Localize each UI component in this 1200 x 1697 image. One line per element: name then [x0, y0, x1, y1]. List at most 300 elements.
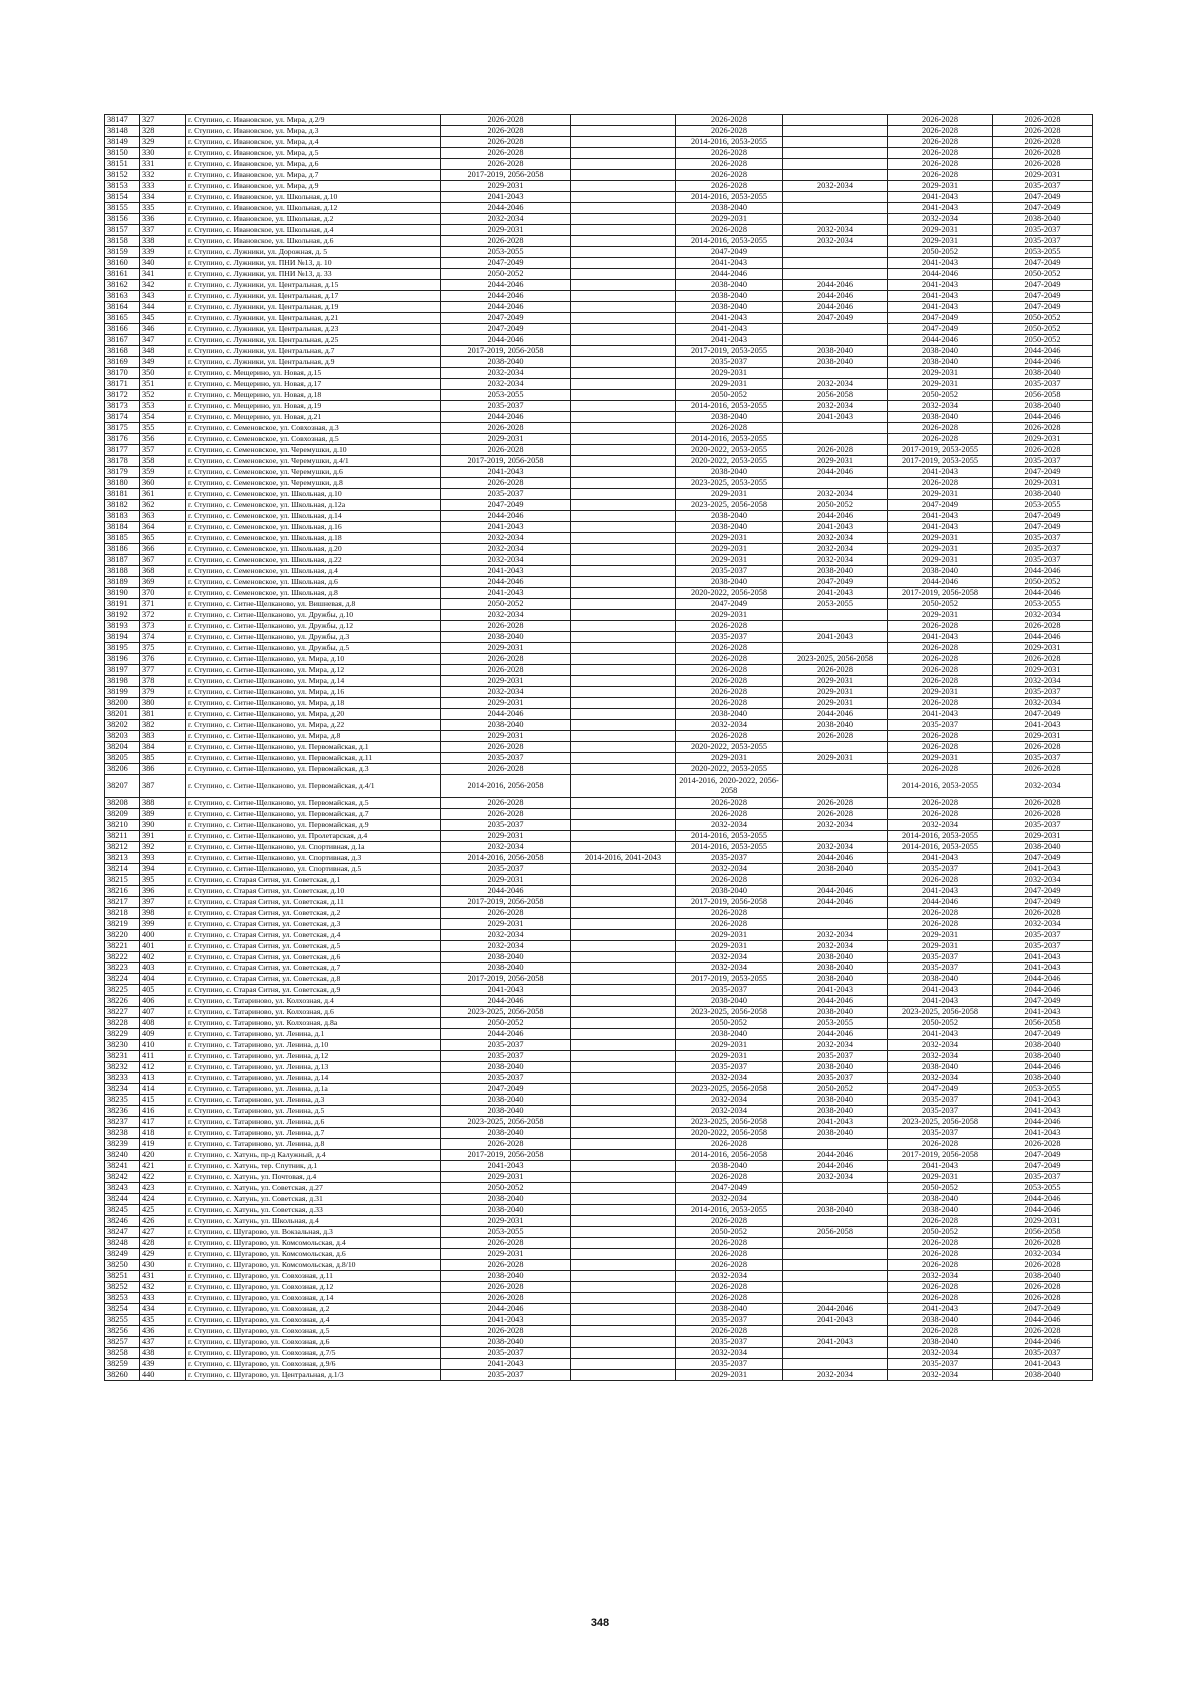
address-cell: г. Ступино, с. Ситне-Щелканово, ул. Мира, д.8 — [186, 731, 441, 742]
period-cell-1: 2032-2034 — [441, 368, 571, 379]
period-cell-4: 2041-2043 — [783, 1315, 888, 1326]
period-cell-3: 2026-2028 — [676, 126, 783, 137]
period-cell-3: 2041-2043 — [676, 258, 783, 269]
period-cell-6: 2026-2028 — [993, 908, 1093, 919]
row-number: 346 — [140, 324, 186, 335]
period-cell-2 — [571, 1293, 676, 1304]
period-cell-1: 2017-2019, 2056-2058 — [441, 974, 571, 985]
period-cell-3: 2029-2031 — [676, 1370, 783, 1381]
row-id: 38194 — [105, 632, 140, 643]
table-row — [105, 346, 1093, 357]
table-row — [105, 170, 1093, 181]
period-cell-3: 2029-2031 — [676, 753, 783, 764]
period-cell-6: 2032-2034 — [993, 610, 1093, 621]
period-cell-6: 2029-2031 — [993, 831, 1093, 842]
registry-sheet — [104, 114, 1092, 1381]
period-cell-6: 2029-2031 — [993, 643, 1093, 654]
period-cell-5: 2026-2028 — [888, 423, 993, 434]
period-cell-5: 2041-2043 — [888, 853, 993, 864]
address-cell: г. Ступино, с. Шугарово, ул. Совхозная, д.5 — [186, 1326, 441, 1337]
row-id: 38260 — [105, 1370, 140, 1381]
address-cell: г. Ступино, с. Шугарово, ул. Совхозная, д.7/5 — [186, 1348, 441, 1359]
period-cell-4 — [783, 115, 888, 126]
period-cell-2 — [571, 1095, 676, 1106]
row-number: 356 — [140, 434, 186, 445]
table-row — [105, 544, 1093, 555]
period-cell-1: 2038-2040 — [441, 963, 571, 974]
row-id: 38222 — [105, 952, 140, 963]
row-number: 375 — [140, 643, 186, 654]
period-cell-5: 2029-2031 — [888, 687, 993, 698]
period-cell-4: 2032-2034 — [783, 842, 888, 853]
period-cell-2 — [571, 1018, 676, 1029]
period-cell-2 — [571, 610, 676, 621]
row-id: 38255 — [105, 1315, 140, 1326]
row-number: 343 — [140, 291, 186, 302]
period-cell-1: 2044-2046 — [441, 1029, 571, 1040]
period-cell-1: 2050-2052 — [441, 269, 571, 280]
row-number: 359 — [140, 467, 186, 478]
period-cell-6: 2044-2046 — [993, 1315, 1093, 1326]
row-number: 413 — [140, 1073, 186, 1084]
table-row — [105, 137, 1093, 148]
period-cell-4: 2041-2043 — [783, 985, 888, 996]
row-id: 38209 — [105, 809, 140, 820]
row-number: 423 — [140, 1183, 186, 1194]
row-id: 38226 — [105, 996, 140, 1007]
row-id: 38236 — [105, 1106, 140, 1117]
row-id: 38182 — [105, 500, 140, 511]
period-cell-5: 2041-2043 — [888, 258, 993, 269]
period-cell-5: 2026-2028 — [888, 1293, 993, 1304]
period-cell-4 — [783, 247, 888, 258]
period-cell-6: 2026-2028 — [993, 742, 1093, 753]
row-number: 411 — [140, 1051, 186, 1062]
row-id: 38231 — [105, 1051, 140, 1062]
period-cell-6: 2026-2028 — [993, 159, 1093, 170]
row-id: 38210 — [105, 820, 140, 831]
row-id: 38247 — [105, 1227, 140, 1238]
period-cell-4 — [783, 764, 888, 775]
period-cell-4: 2032-2034 — [783, 544, 888, 555]
period-cell-2 — [571, 698, 676, 709]
period-cell-6: 2044-2046 — [993, 1205, 1093, 1216]
table-row — [105, 1293, 1093, 1304]
period-cell-2 — [571, 467, 676, 478]
period-cell-5: 2029-2031 — [888, 489, 993, 500]
period-cell-6: 2035-2037 — [993, 456, 1093, 467]
period-cell-5: 2026-2028 — [888, 159, 993, 170]
period-cell-6: 2026-2028 — [993, 445, 1093, 456]
period-cell-5: 2041-2043 — [888, 291, 993, 302]
address-cell: г. Ступино, с. Семеновское, ул. Черемушки, д.4/1 — [186, 456, 441, 467]
period-cell-2 — [571, 1359, 676, 1370]
period-cell-3: 2026-2028 — [676, 698, 783, 709]
period-cell-5: 2041-2043 — [888, 632, 993, 643]
period-cell-2 — [571, 1194, 676, 1205]
row-number: 393 — [140, 853, 186, 864]
period-cell-6: 2044-2046 — [993, 974, 1093, 985]
period-cell-6: 2035-2037 — [993, 181, 1093, 192]
period-cell-2 — [571, 1260, 676, 1271]
period-cell-5: 2038-2040 — [888, 1205, 993, 1216]
period-cell-1: 2032-2034 — [441, 533, 571, 544]
period-cell-5: 2014-2016, 2053-2055 — [888, 775, 993, 798]
row-number: 415 — [140, 1095, 186, 1106]
period-cell-5: 2044-2046 — [888, 897, 993, 908]
row-number: 419 — [140, 1139, 186, 1150]
period-cell-1: 2035-2037 — [441, 401, 571, 412]
period-cell-5: 2017-2019, 2056-2058 — [888, 588, 993, 599]
row-id: 38232 — [105, 1062, 140, 1073]
row-number: 347 — [140, 335, 186, 346]
period-cell-3: 2035-2037 — [676, 1337, 783, 1348]
period-cell-5: 2014-2016, 2053-2055 — [888, 842, 993, 853]
period-cell-6: 2047-2049 — [993, 522, 1093, 533]
period-cell-6: 2056-2058 — [993, 1227, 1093, 1238]
period-cell-1: 2041-2043 — [441, 192, 571, 203]
period-cell-3: 2014-2016, 2053-2055 — [676, 434, 783, 445]
period-cell-5: 2038-2040 — [888, 1315, 993, 1326]
period-cell-5: 2038-2040 — [888, 1337, 993, 1348]
address-cell: г. Ступино, с. Ивановское, ул. Мира, д.5 — [186, 148, 441, 159]
address-cell: г. Ступино, с. Татариново, ул. Колхозная, д.4 — [186, 996, 441, 1007]
period-cell-6: 2044-2046 — [993, 346, 1093, 357]
period-cell-6: 2035-2037 — [993, 236, 1093, 247]
address-cell: г. Ступино, с. Шугарово, ул. Вокзальная, д.3 — [186, 1227, 441, 1238]
period-cell-3: 2020-2022, 2053-2055 — [676, 742, 783, 753]
period-cell-1: 2035-2037 — [441, 1051, 571, 1062]
period-cell-3: 2026-2028 — [676, 181, 783, 192]
period-cell-5: 2017-2019, 2053-2055 — [888, 456, 993, 467]
row-number: 392 — [140, 842, 186, 853]
period-cell-3: 2032-2034 — [676, 1194, 783, 1205]
period-cell-3: 2050-2052 — [676, 1018, 783, 1029]
period-cell-1: 2023-2025, 2056-2058 — [441, 1007, 571, 1018]
row-number: 385 — [140, 753, 186, 764]
period-cell-2 — [571, 1216, 676, 1227]
row-id: 38244 — [105, 1194, 140, 1205]
row-number: 396 — [140, 886, 186, 897]
period-cell-1: 2035-2037 — [441, 1348, 571, 1359]
address-cell: г. Ступино, с. Ситне-Щелканово, ул. Пролетарская, д.4 — [186, 831, 441, 842]
row-number: 348 — [140, 346, 186, 357]
row-id: 38171 — [105, 379, 140, 390]
row-id: 38253 — [105, 1293, 140, 1304]
period-cell-5: 2041-2043 — [888, 1304, 993, 1315]
period-cell-3: 2026-2028 — [676, 1282, 783, 1293]
period-cell-3: 2029-2031 — [676, 1051, 783, 1062]
period-cell-3: 2026-2028 — [676, 731, 783, 742]
row-number: 425 — [140, 1205, 186, 1216]
address-cell: г. Ступино, с. Татариново, ул. Колхозная, д.8а — [186, 1018, 441, 1029]
period-cell-1: 2041-2043 — [441, 467, 571, 478]
address-cell: г. Ступино, с. Ситне-Щелканово, ул. Спортивная, д.5 — [186, 864, 441, 875]
period-cell-1: 2026-2028 — [441, 1238, 571, 1249]
period-cell-4: 2023-2025, 2056-2058 — [783, 654, 888, 665]
table-row — [105, 1370, 1093, 1381]
table-row — [105, 522, 1093, 533]
period-cell-4: 2047-2049 — [783, 577, 888, 588]
period-cell-2 — [571, 544, 676, 555]
period-cell-2 — [571, 148, 676, 159]
period-cell-1: 2026-2028 — [441, 137, 571, 148]
address-cell: г. Ступино, с. Татариново, ул. Ленина, д.1 — [186, 1029, 441, 1040]
period-cell-5: 2047-2049 — [888, 500, 993, 511]
row-id: 38256 — [105, 1326, 140, 1337]
table-row — [105, 897, 1093, 908]
period-cell-1: 2014-2016, 2056-2058 — [441, 775, 571, 798]
period-cell-4 — [783, 192, 888, 203]
table-row — [105, 1348, 1093, 1359]
period-cell-1: 2026-2028 — [441, 798, 571, 809]
period-cell-6: 2032-2034 — [993, 698, 1093, 709]
period-cell-2 — [571, 335, 676, 346]
period-cell-4: 2044-2046 — [783, 886, 888, 897]
row-number: 351 — [140, 379, 186, 390]
address-cell: г. Ступино, с. Ситне-Щелканово, ул. Мира, д.10 — [186, 654, 441, 665]
period-cell-4: 2044-2046 — [783, 1304, 888, 1315]
period-cell-6: 2026-2028 — [993, 115, 1093, 126]
row-number: 349 — [140, 357, 186, 368]
period-cell-4: 2029-2031 — [783, 456, 888, 467]
period-cell-1: 2032-2034 — [441, 842, 571, 853]
row-id: 38147 — [105, 115, 140, 126]
period-cell-4 — [783, 159, 888, 170]
row-id: 38188 — [105, 566, 140, 577]
table-row — [105, 864, 1093, 875]
period-cell-4 — [783, 1359, 888, 1370]
address-cell: г. Ступино, с. Хатунь, тер. Спутник, д.1 — [186, 1161, 441, 1172]
period-cell-1: 2035-2037 — [441, 864, 571, 875]
address-cell: г. Ступино, с. Ситне-Щелканово, ул. Спортивная, д.3 — [186, 853, 441, 864]
period-cell-4 — [783, 269, 888, 280]
period-cell-6: 2026-2028 — [993, 1326, 1093, 1337]
period-cell-3: 2035-2037 — [676, 1359, 783, 1370]
table-row — [105, 1359, 1093, 1370]
row-number: 437 — [140, 1337, 186, 1348]
period-cell-1: 2029-2031 — [441, 731, 571, 742]
period-cell-1: 2029-2031 — [441, 1172, 571, 1183]
period-cell-6: 2047-2049 — [993, 291, 1093, 302]
period-cell-4 — [783, 1271, 888, 1282]
period-cell-6: 2035-2037 — [993, 930, 1093, 941]
table-row — [105, 963, 1093, 974]
table-row — [105, 291, 1093, 302]
address-cell: г. Ступино, с. Семеновское, ул. Школьная, д.18 — [186, 533, 441, 544]
row-id: 38164 — [105, 302, 140, 313]
row-number: 331 — [140, 159, 186, 170]
row-number: 389 — [140, 809, 186, 820]
table-row — [105, 1216, 1093, 1227]
row-number: 377 — [140, 665, 186, 676]
table-row — [105, 1029, 1093, 1040]
row-id: 38178 — [105, 456, 140, 467]
period-cell-4: 2038-2040 — [783, 864, 888, 875]
period-cell-4 — [783, 478, 888, 489]
period-cell-5: 2050-2052 — [888, 1183, 993, 1194]
period-cell-1: 2029-2031 — [441, 225, 571, 236]
period-cell-4: 2038-2040 — [783, 1062, 888, 1073]
period-cell-5: 2029-2031 — [888, 181, 993, 192]
period-cell-2 — [571, 1139, 676, 1150]
address-cell: г. Ступино, с. Хатунь, ул. Почтовая, д.4 — [186, 1172, 441, 1183]
table-row — [105, 1161, 1093, 1172]
period-cell-6: 2047-2049 — [993, 1161, 1093, 1172]
address-cell: г. Ступино, с. Ситне-Щелканово, ул. Первомайская, д.9 — [186, 820, 441, 831]
period-cell-4: 2032-2034 — [783, 1370, 888, 1381]
period-cell-1: 2035-2037 — [441, 753, 571, 764]
row-number: 329 — [140, 137, 186, 148]
period-cell-4 — [783, 775, 888, 798]
period-cell-4: 2029-2031 — [783, 753, 888, 764]
address-cell: г. Ступино, с. Мещерино, ул. Новая, д.18 — [186, 390, 441, 401]
period-cell-3: 2032-2034 — [676, 820, 783, 831]
period-cell-2 — [571, 478, 676, 489]
period-cell-6: 2047-2049 — [993, 1150, 1093, 1161]
row-number: 402 — [140, 952, 186, 963]
table-row — [105, 632, 1093, 643]
period-cell-1: 2038-2040 — [441, 1337, 571, 1348]
table-row — [105, 1051, 1093, 1062]
period-cell-6: 2026-2028 — [993, 764, 1093, 775]
period-cell-3: 2035-2037 — [676, 1062, 783, 1073]
period-cell-4 — [783, 875, 888, 886]
row-number: 355 — [140, 423, 186, 434]
row-number: 364 — [140, 522, 186, 533]
period-cell-3: 2035-2037 — [676, 566, 783, 577]
row-id: 38189 — [105, 577, 140, 588]
table-row — [105, 709, 1093, 720]
period-cell-3: 2014-2016, 2053-2055 — [676, 831, 783, 842]
period-cell-5: 2017-2019, 2053-2055 — [888, 445, 993, 456]
period-cell-1: 2047-2049 — [441, 258, 571, 269]
period-cell-6: 2026-2028 — [993, 1282, 1093, 1293]
address-cell: г. Ступино, с. Мещерино, ул. Новая, д.15 — [186, 368, 441, 379]
period-cell-5: 2026-2028 — [888, 621, 993, 632]
period-cell-6: 2035-2037 — [993, 533, 1093, 544]
period-cell-6: 2047-2049 — [993, 280, 1093, 291]
period-cell-5: 2038-2040 — [888, 566, 993, 577]
period-cell-6: 2035-2037 — [993, 379, 1093, 390]
period-cell-5: 2041-2043 — [888, 280, 993, 291]
address-cell: г. Ступино, с. Ивановское, ул. Мира, д.9 — [186, 181, 441, 192]
period-cell-6: 2044-2046 — [993, 632, 1093, 643]
row-number: 430 — [140, 1260, 186, 1271]
period-cell-4: 2050-2052 — [783, 500, 888, 511]
period-cell-6: 2029-2031 — [993, 434, 1093, 445]
row-number: 338 — [140, 236, 186, 247]
period-cell-5: 2035-2037 — [888, 1359, 993, 1370]
period-cell-2 — [571, 1370, 676, 1381]
row-id: 38200 — [105, 698, 140, 709]
period-cell-3: 2041-2043 — [676, 335, 783, 346]
row-number: 367 — [140, 555, 186, 566]
address-cell: г. Ступино, с. Ситне-Щелканово, ул. Первомайская, д.11 — [186, 753, 441, 764]
row-id: 38201 — [105, 709, 140, 720]
period-cell-3: 2029-2031 — [676, 544, 783, 555]
address-cell: г. Ступино, с. Ситне-Щелканово, ул. Первомайская, д.7 — [186, 809, 441, 820]
row-id: 38258 — [105, 1348, 140, 1359]
period-cell-4: 2044-2046 — [783, 1029, 888, 1040]
period-cell-6: 2026-2028 — [993, 654, 1093, 665]
period-cell-4: 2056-2058 — [783, 1227, 888, 1238]
period-cell-1: 2035-2037 — [441, 1040, 571, 1051]
row-number: 372 — [140, 610, 186, 621]
period-cell-6: 2026-2028 — [993, 621, 1093, 632]
address-cell: г. Ступино, с. Семеновское, ул. Черемушки, д.6 — [186, 467, 441, 478]
period-cell-4: 2029-2031 — [783, 676, 888, 687]
address-cell: г. Ступино, с. Ситне-Щелканово, ул. Первомайская, д.1 — [186, 742, 441, 753]
period-cell-1: 2026-2028 — [441, 654, 571, 665]
table-row — [105, 236, 1093, 247]
table-row — [105, 1260, 1093, 1271]
row-id: 38167 — [105, 335, 140, 346]
period-cell-1: 2053-2055 — [441, 390, 571, 401]
period-cell-4: 2032-2034 — [783, 533, 888, 544]
period-cell-3: 2029-2031 — [676, 941, 783, 952]
address-cell: г. Ступино, с. Семеновское, ул. Совхозная, д.5 — [186, 434, 441, 445]
period-cell-5: 2038-2040 — [888, 974, 993, 985]
row-id: 38208 — [105, 798, 140, 809]
period-cell-4 — [783, 335, 888, 346]
table-row — [105, 853, 1093, 864]
period-cell-4: 2044-2046 — [783, 280, 888, 291]
period-cell-6: 2044-2046 — [993, 1117, 1093, 1128]
period-cell-2 — [571, 1051, 676, 1062]
period-cell-4: 2026-2028 — [783, 809, 888, 820]
period-cell-4 — [783, 919, 888, 930]
period-cell-6: 2038-2040 — [993, 1271, 1093, 1282]
period-cell-5: 2017-2019, 2056-2058 — [888, 1150, 993, 1161]
period-cell-2 — [571, 1205, 676, 1216]
period-cell-3: 2026-2028 — [676, 1139, 783, 1150]
table-row — [105, 875, 1093, 886]
row-number: 410 — [140, 1040, 186, 1051]
row-id: 38169 — [105, 357, 140, 368]
row-id: 38223 — [105, 963, 140, 974]
period-cell-3: 2035-2037 — [676, 985, 783, 996]
row-id: 38168 — [105, 346, 140, 357]
period-cell-4: 2044-2046 — [783, 853, 888, 864]
table-row — [105, 1282, 1093, 1293]
address-cell: г. Ступино, с. Татариново, ул. Ленина, д.13 — [186, 1062, 441, 1073]
period-cell-1: 2026-2028 — [441, 126, 571, 137]
row-number: 420 — [140, 1150, 186, 1161]
table-row — [105, 842, 1093, 853]
row-number: 429 — [140, 1249, 186, 1260]
period-cell-5: 2044-2046 — [888, 577, 993, 588]
period-cell-1: 2026-2028 — [441, 621, 571, 632]
period-cell-3: 2029-2031 — [676, 930, 783, 941]
period-cell-1: 2041-2043 — [441, 1161, 571, 1172]
table-row — [105, 764, 1093, 775]
row-id: 38159 — [105, 247, 140, 258]
period-cell-6: 2038-2040 — [993, 1370, 1093, 1381]
period-cell-1: 2041-2043 — [441, 522, 571, 533]
period-cell-1: 2050-2052 — [441, 1018, 571, 1029]
period-cell-5: 2029-2031 — [888, 753, 993, 764]
row-id: 38151 — [105, 159, 140, 170]
period-cell-3: 2038-2040 — [676, 1161, 783, 1172]
period-cell-5: 2026-2028 — [888, 742, 993, 753]
period-cell-2 — [571, 434, 676, 445]
period-cell-5: 2041-2043 — [888, 511, 993, 522]
period-cell-2 — [571, 842, 676, 853]
row-id: 38204 — [105, 742, 140, 753]
row-number: 408 — [140, 1018, 186, 1029]
row-number: 386 — [140, 764, 186, 775]
